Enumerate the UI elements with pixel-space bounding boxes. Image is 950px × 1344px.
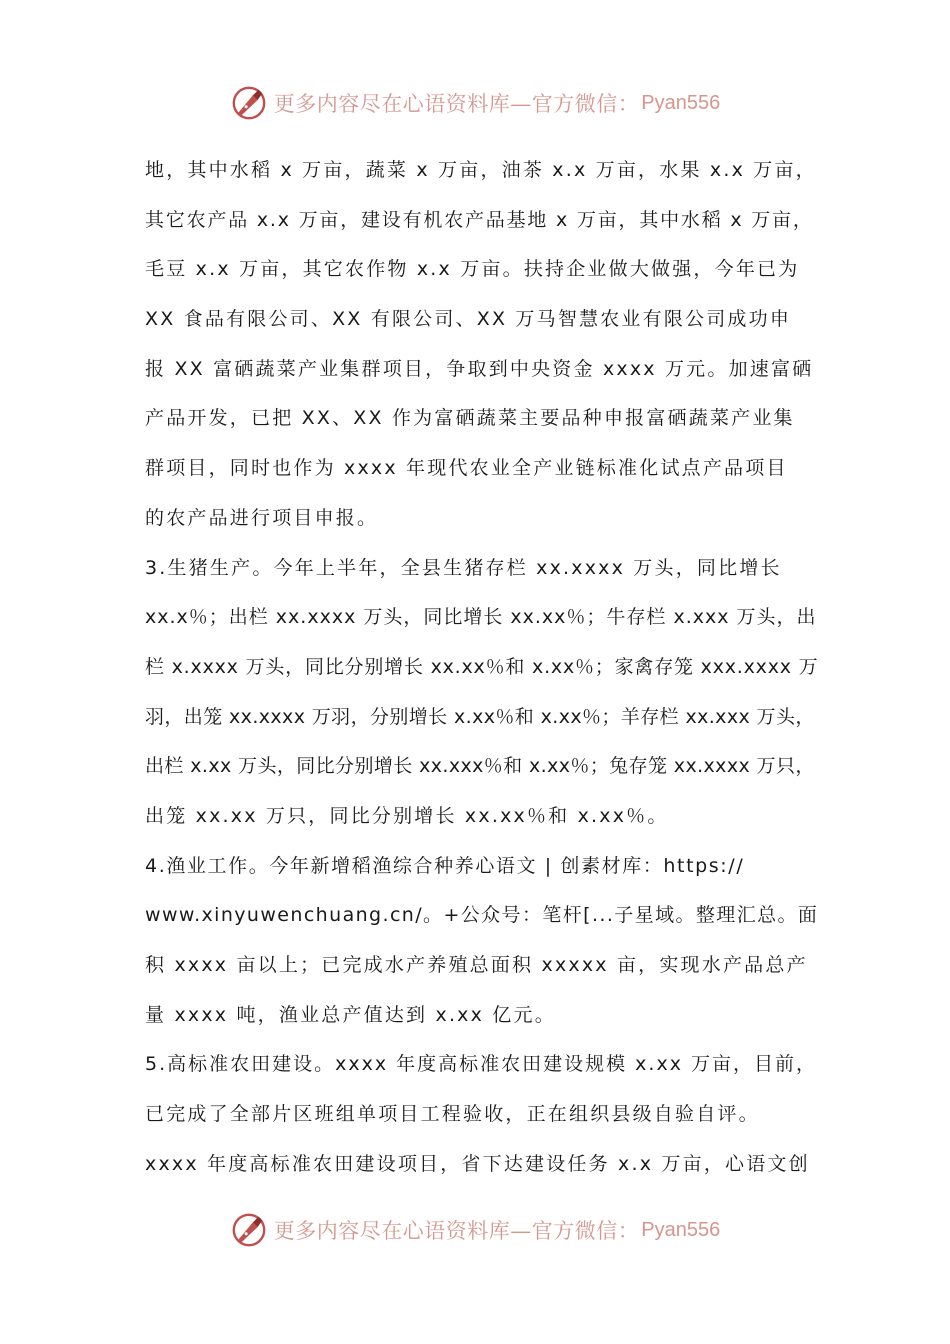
footer-banner — [0, 1205, 950, 1255]
body-line: xxxx 年度高标准农田建设项目，省下达建设任务 x.x 万亩，心语文创 — [145, 1152, 810, 1175]
body-line: 羽，出笼 xx.xxxx 万羽，分别增长 x.xx％和 x.xx％；羊存栏 xx.xxx 万头， — [145, 705, 815, 728]
body-line: 3.生猪生产。今年上半年，全县生猪存栏 xx.xxxx 万头，同比增长 — [145, 556, 782, 579]
header-text: 更多内容尽在心语资料库—官方微信： — [273, 92, 640, 116]
body-line: 的农产品进行项目申报。 — [145, 506, 379, 529]
document-body — [145, 148, 817, 1191]
body-line: XX 食品有限公司、XX 有限公司、XX 万马智慧农业有限公司成功申 — [145, 308, 792, 331]
body-line: 5.高标准农田建设。xxxx 年度高标准农田建设规模 x.xx 万亩，目前， — [145, 1053, 817, 1076]
footer-wechat-id: Pyan556 — [641, 1218, 721, 1241]
body-line: 量 xxxx 吨，渔业总产值达到 x.xx 亿元。 — [145, 1003, 556, 1026]
pen-nib-logo-icon — [230, 1211, 268, 1249]
body-line: 4.渔业工作。今年新增稻渔综合种养心语文 | 创素材库：https:// — [145, 854, 745, 877]
body-line: 群项目，同时也作为 xxxx 年现代农业全产业链标准化试点产品项目 — [145, 457, 788, 480]
body-line: 已完成了全部片区班组单项目工程验收，正在组织县级自验自评。 — [145, 1103, 760, 1126]
body-line: 栏 x.xxxx 万头，同比分别增长 xx.xx％和 x.xx％；家禽存笼 xxx.xxxx 万 — [145, 655, 819, 678]
body-line: 产品开发，已把 XX、XX 作为富硒蔬菜主要品种申报富硒蔬菜产业集 — [145, 407, 795, 430]
body-line: 积 xxxx 亩以上；已完成水产养殖总面积 xxxxx 亩，实现水产品总产 — [145, 954, 808, 976]
footer-text: 更多内容尽在心语资料库—官方微信： — [273, 1219, 640, 1243]
header-wechat-id: Pyan556 — [641, 91, 721, 114]
body-line: 地，其中水稻 x 万亩，蔬菜 x 万亩，油茶 x.x 万亩，水果 x.x 万亩， — [145, 159, 817, 181]
body-line: 其它农产品 x.x 万亩，建设有机农产品基地 x 万亩，其中水稻 x 万亩， — [145, 208, 814, 231]
body-line: xx.x％；出栏 xx.xxxx 万头，同比增长 xx.xx％；牛存栏 x.xxx 万头，出 — [145, 606, 817, 629]
header-banner — [0, 78, 950, 128]
body-line: 出栏 x.xx 万头，同比分别增长 xx.xxx％和 x.xx％；兔存笼 xx.xxxx 万只， — [145, 755, 815, 778]
body-line: 毛豆 x.x 万亩，其它农作物 x.x 万亩。扶持企业做大做强，今年已为 — [145, 258, 800, 281]
body-line: 出笼 xx.xx 万只，同比分别增长 xx.xx％和 x.xx％。 — [145, 804, 669, 827]
body-line: www.xinyuwenchuang.cn/。+公众号：笔杆[...子星域。整理汇总。面 — [145, 904, 819, 927]
pen-nib-logo-icon — [230, 84, 268, 122]
body-line: 报 XX 富硒蔬菜产业集群项目，争取到中央资金 xxxx 万元。加速富硒 — [145, 357, 814, 380]
